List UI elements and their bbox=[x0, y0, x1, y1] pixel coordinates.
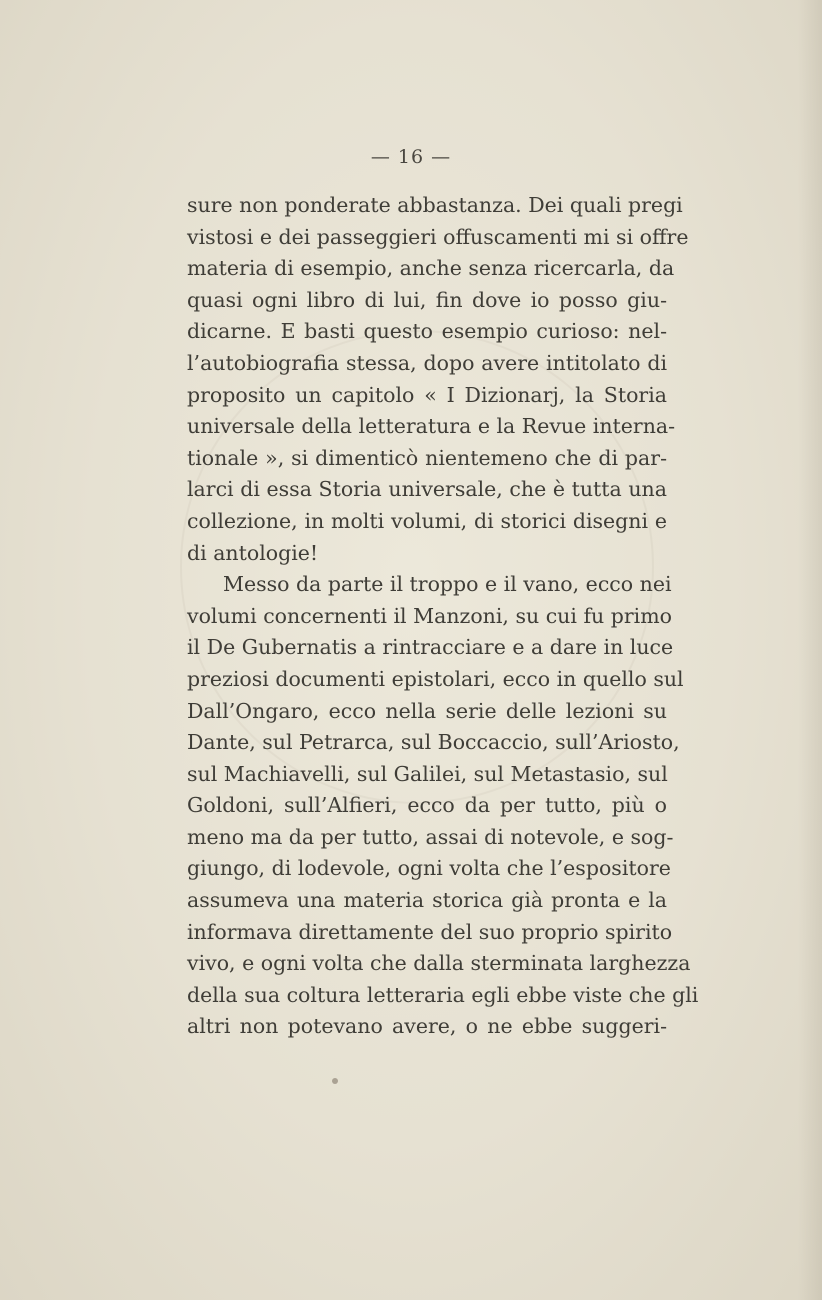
text-line: materia di esempio, anche senza ricercarla, da bbox=[187, 256, 675, 281]
text-line: sul Machiavelli, sul Galilei, sul Metastasio, sul bbox=[187, 761, 668, 786]
text-line: meno ma da per tutto, assai di notevole, e sog- bbox=[187, 824, 674, 849]
text-line: della sua coltura letteraria egli ebbe viste che gli bbox=[187, 982, 699, 1007]
text-line: il De Gubernatis a rintracciare e a dare in luce bbox=[187, 635, 674, 660]
text-line: di antologie! bbox=[187, 540, 319, 565]
text-line: tionale », si dimenticò nientemeno che di par- bbox=[187, 445, 667, 470]
ink-speck bbox=[332, 1078, 338, 1084]
text-line: l’autobiografia stessa, dopo avere intitolato di bbox=[187, 350, 667, 375]
text-line: altri non potevano avere, o ne ebbe suggeri- bbox=[187, 1014, 667, 1039]
text-line: quasi ogni libro di lui, fin dove io posso giu- bbox=[187, 287, 667, 312]
text-line: Dall’Ongaro, ecco nella serie delle lezioni su bbox=[187, 698, 667, 723]
text-line: assumeva una materia storica già pronta e la bbox=[187, 888, 667, 913]
text-line: vivo, e ogni volta che dalla sterminata larghezza bbox=[187, 951, 691, 976]
text-line: Dante, sul Petrarca, sul Boccaccio, sull’Ariosto, bbox=[187, 730, 680, 755]
body-text bbox=[187, 190, 699, 1043]
text-line: larci di essa Storia universale, che è tutta una bbox=[187, 477, 667, 502]
text-line: informava direttamente del suo proprio spirito bbox=[187, 919, 673, 944]
text-line: Goldoni, sull’Alfieri, ecco da per tutto, più o bbox=[187, 793, 667, 818]
text-line: preziosi documenti epistolari, ecco in quello sul bbox=[187, 666, 684, 691]
text-line: collezione, in molti volumi, di storici disegni e bbox=[187, 508, 667, 533]
text-line: proposito un capitolo « I Dizionarj, la Storia bbox=[187, 382, 667, 407]
paragraph-first-line: Messo da parte il troppo e il vano, ecco nei bbox=[223, 572, 672, 597]
text-line: dicarne. E basti questo esempio curioso: nel- bbox=[187, 319, 667, 344]
text-line: giungo, di lodevole, ogni volta che l’espositore bbox=[187, 856, 671, 881]
text-line: volumi concernenti il Manzoni, su cui fu primo bbox=[187, 603, 673, 628]
text-line: universale della letteratura e la Revue interna- bbox=[187, 414, 676, 439]
page-number: — 16 — bbox=[370, 146, 452, 168]
text-line: sure non ponderate abbastanza. Dei quali pregi bbox=[187, 193, 683, 217]
text-line: vistosi e dei passeggieri offuscamenti mi si offre bbox=[187, 224, 689, 249]
